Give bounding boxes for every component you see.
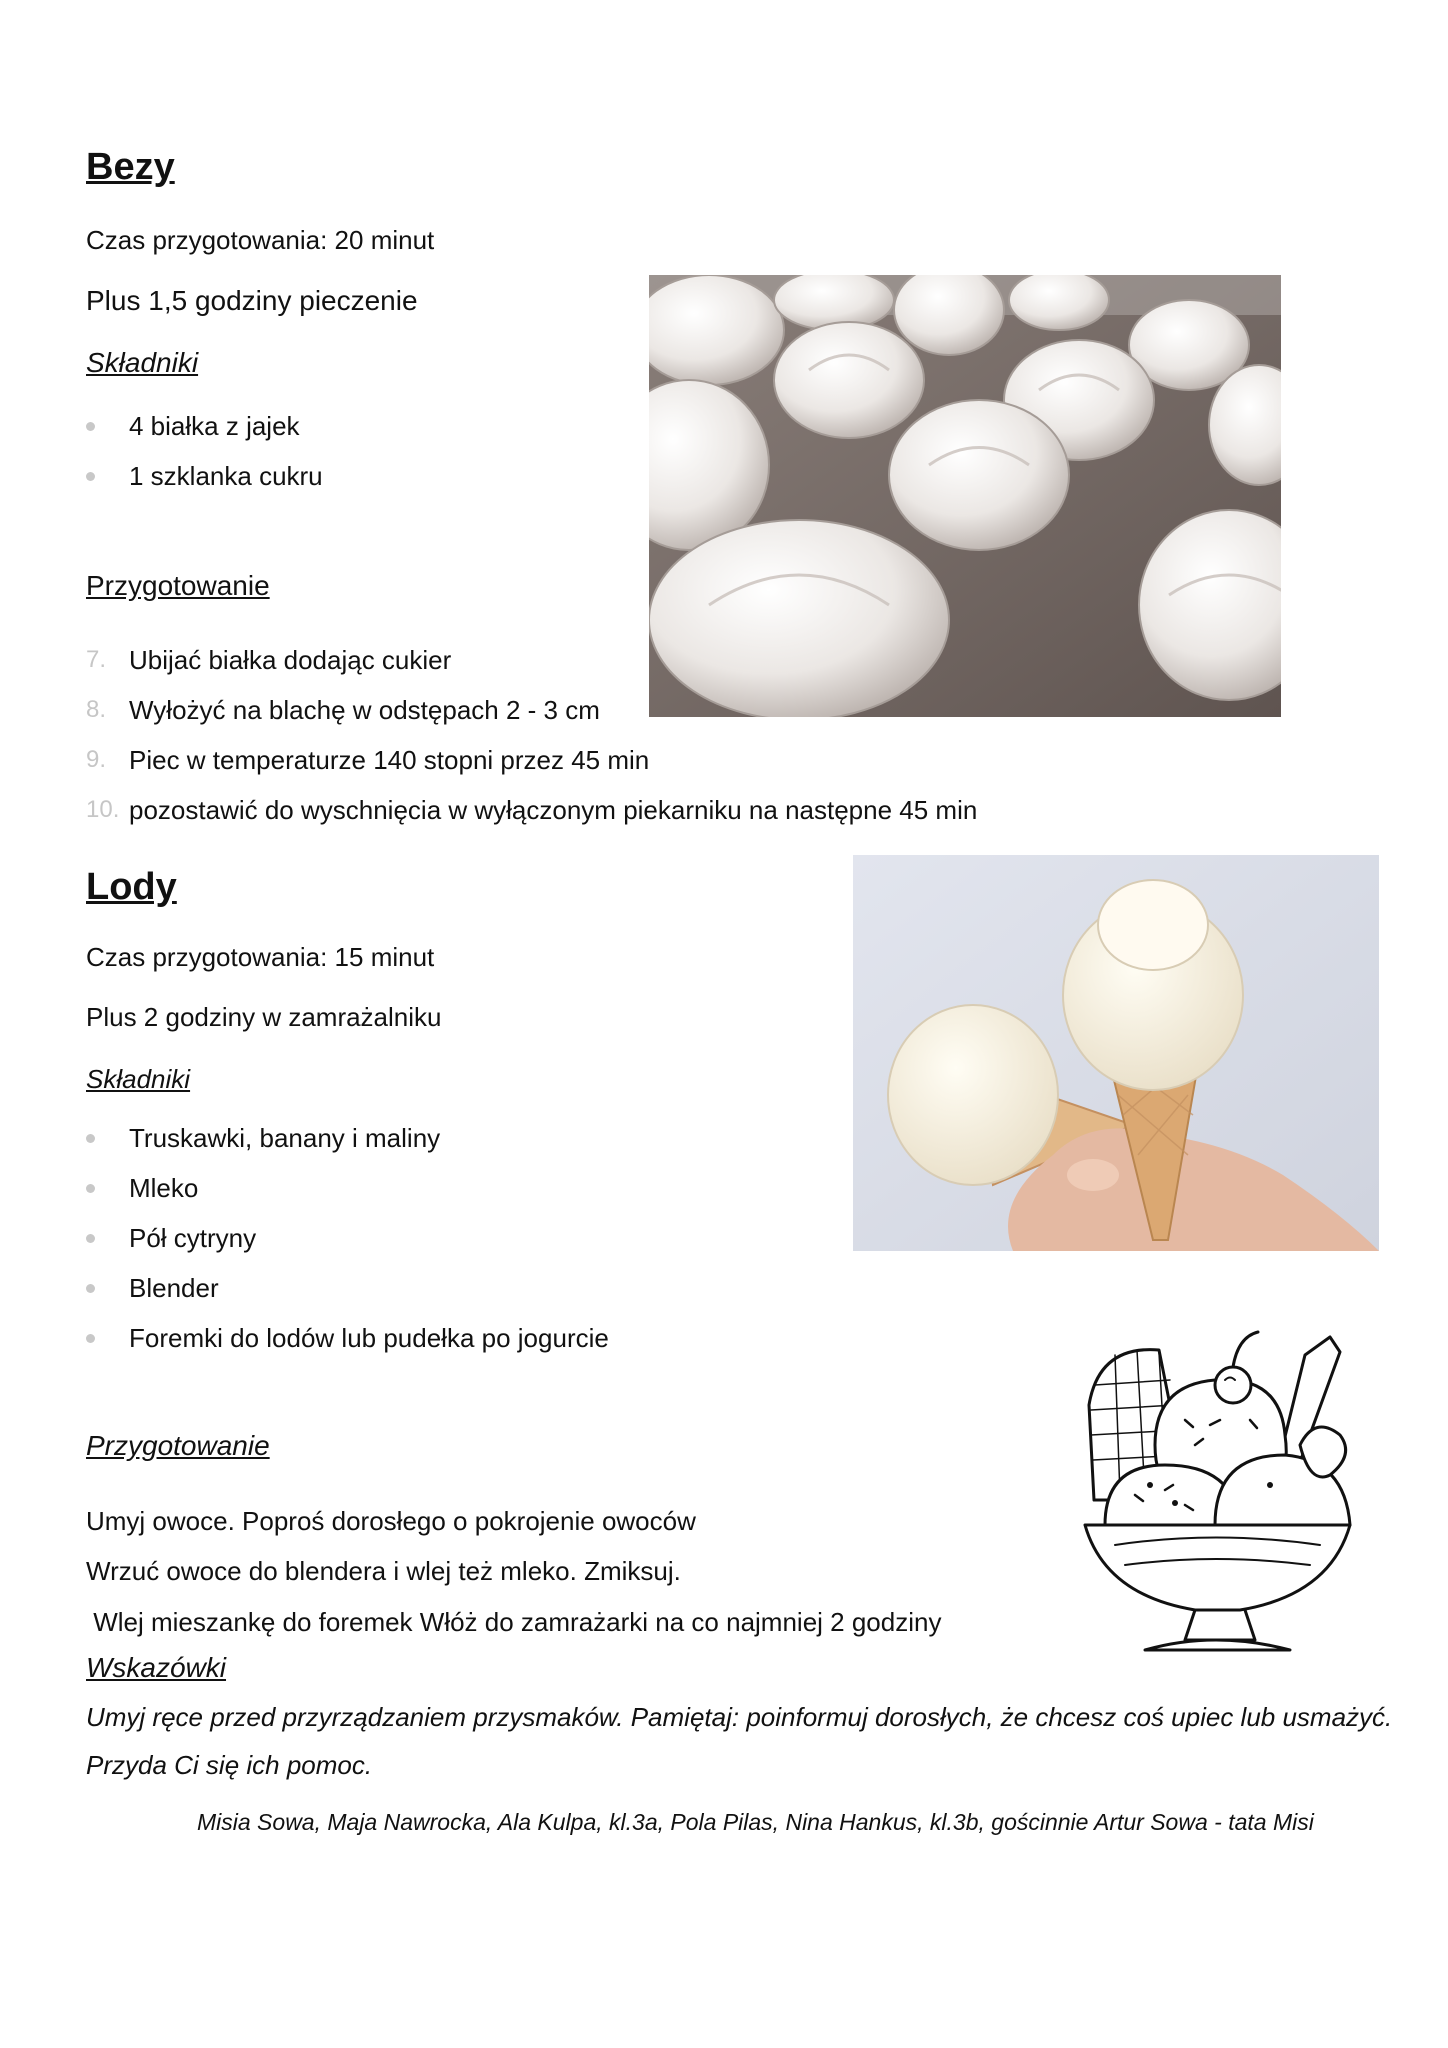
list-item: Mleko: [86, 1171, 609, 1221]
bezy-ingredients-list: [86, 409, 323, 509]
bezy-title: Bezy: [86, 146, 175, 188]
meringue-photo: [649, 275, 1281, 717]
bezy-ingredients-heading: Składniki: [86, 347, 199, 378]
bullet-icon: [86, 1234, 95, 1243]
bullet-icon: [86, 1134, 95, 1143]
lody-ingredients-list: [86, 1121, 609, 1371]
list-item: 1 szklanka cukru: [86, 459, 323, 509]
bullet-icon: [86, 1334, 95, 1343]
bullet-icon: [86, 422, 95, 431]
bullet-icon: [86, 1184, 95, 1193]
list-item: Pół cytryny: [86, 1221, 609, 1271]
bezy-prep-time: Czas przygotowania: 20 minut: [86, 225, 435, 255]
lody-title: Lody: [86, 866, 177, 908]
tips-text: Umyj ręce przed przyrządzaniem przysmaków. Pamiętaj: poinformuj dorosłych, że chcesz coś upiec lub usmażyć. Przyda Ci się ich pomoc.: [86, 1702, 1393, 1780]
list-item: Foremki do lodów lub pudełka po jogurcie: [86, 1321, 609, 1371]
tips-heading: Wskazówki: [86, 1652, 227, 1683]
bezy-bake-time: Plus 1,5 godziny pieczenie: [86, 285, 418, 316]
bezy-preparation-heading: Przygotowanie: [86, 570, 270, 601]
list-item: 7. Ubijać białka dodając cukier: [86, 645, 452, 675]
sundae-illustration: [1075, 1325, 1360, 1660]
list-item: Blender: [86, 1271, 609, 1321]
list-item: 8. Wyłożyć na blachę w odstępach 2 - 3 cm: [86, 695, 600, 725]
lody-step: Wrzuć owoce do blendera i wlej też mleko. Zmiksuj.: [86, 1556, 681, 1586]
list-item: 4 białka z jajek: [86, 409, 323, 459]
list-item: Truskawki, banany i maliny: [86, 1121, 609, 1171]
list-item: 10. pozostawić do wyschnięcia w wyłączonym piekarniku na następne 45 min: [86, 795, 978, 825]
lody-step: Wlej mieszankę do foremek Włóż do zamrażarki na co najmniej 2 godziny: [86, 1607, 942, 1637]
lody-ingredients-heading: Składniki: [86, 1064, 191, 1094]
bullet-icon: [86, 472, 95, 481]
bullet-icon: [86, 1284, 95, 1293]
list-item: 9. Piec w temperaturze 140 stopni przez 45 min: [86, 745, 650, 775]
credits-line: Misia Sowa, Maja Nawrocka, Ala Kulpa, kl.3a, Pola Pilas, Nina Hankus, kl.3b, gościnnie Artur Sowa - tata Misi: [197, 1809, 1314, 1835]
lody-prep-time: Czas przygotowania: 15 minut: [86, 942, 435, 972]
lody-freeze-time: Plus 2 godziny w zamrażalniku: [86, 1002, 442, 1032]
ice-cream-photo: [853, 855, 1379, 1251]
lody-preparation-heading: Przygotowanie: [86, 1430, 270, 1461]
lody-step: Umyj owoce. Poproś dorosłego o pokrojenie owoców: [86, 1506, 696, 1536]
